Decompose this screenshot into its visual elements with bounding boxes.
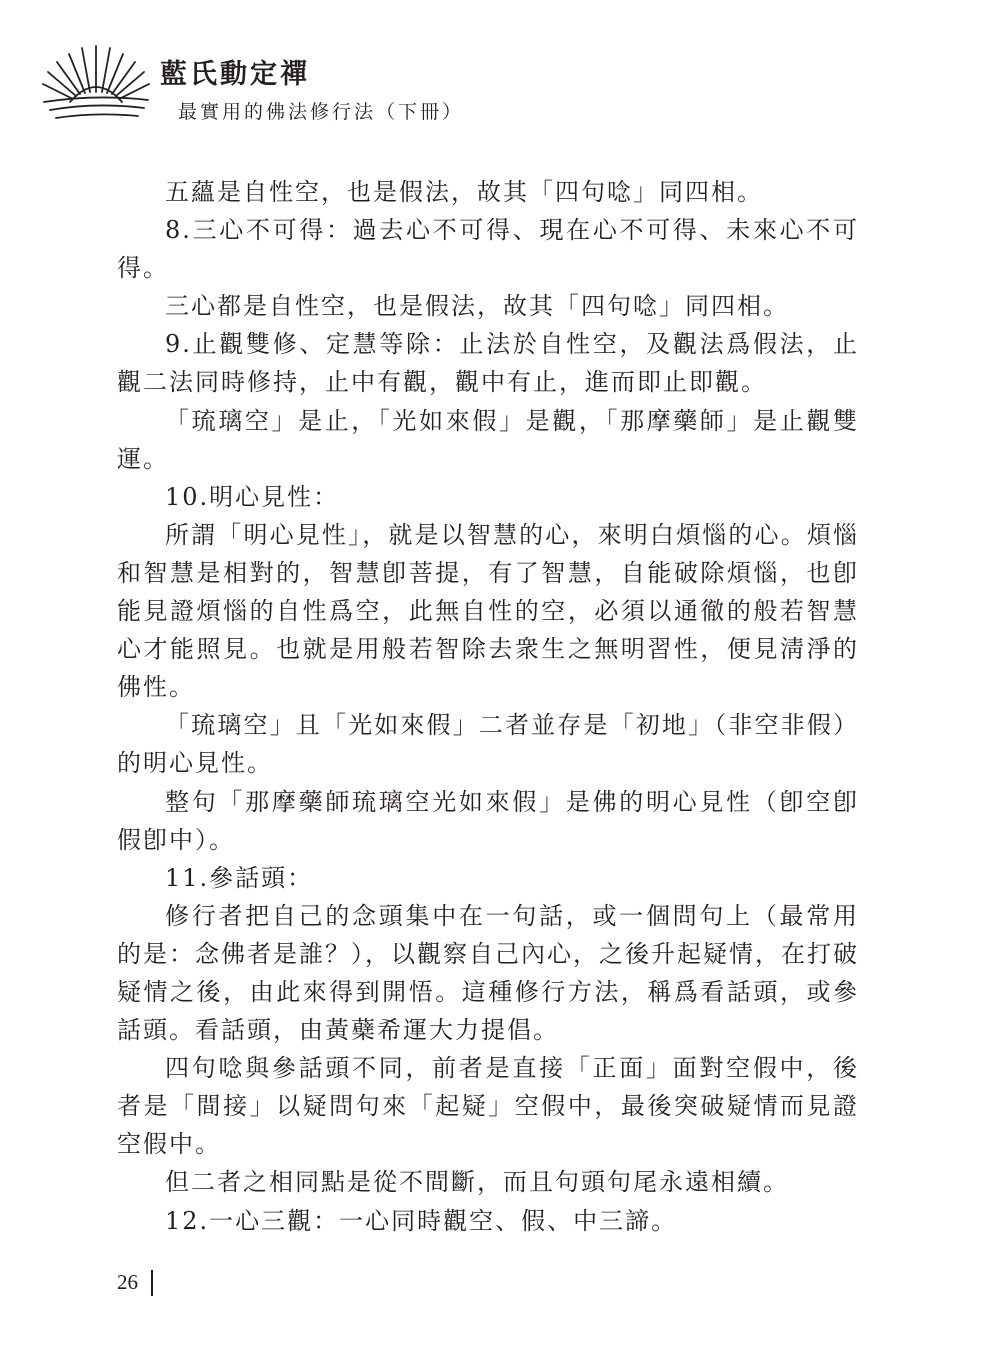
page-number-divider bbox=[151, 1270, 153, 1296]
section-heading: 10.明心見性： bbox=[165, 482, 340, 511]
rising-sun-icon bbox=[40, 42, 152, 126]
paragraph: 9.止觀雙修、定慧等除：止法於自性空，及觀法爲假法，止觀二法同時修持，止中有觀，觀中有止，進而即止即觀。 bbox=[117, 330, 859, 397]
paragraph: 五蘊是自性空，也是假法，故其「四句唸」同四相。 bbox=[165, 178, 763, 206]
paragraph: 但二者之相同點是從不間斷，而且句頭句尾永遠相續。 bbox=[165, 1168, 789, 1197]
section-heading: 11.參話頭： bbox=[165, 863, 314, 892]
paragraph: 修行者把自己的念頭集中在一句話，或一個問句上（最常用的是：念佛者是誰？），以觀察自己內心，之後升起疑情，在打破疑情之後，由此來得到開悟。這種修行方法，稱爲看話頭，或參話頭。看話頭，由黃蘗希運大力提倡。 bbox=[117, 901, 859, 1045]
paragraph: 「琉璃空」且「光如來假」二者並存是「初地」（非空非假）的明心見性。 bbox=[117, 711, 859, 778]
paragraph: 整句「那摩藥師琉璃空光如來假」是佛的明心見性（卽空卽假卽中）。 bbox=[117, 787, 859, 854]
paragraph: 「琉璃空」是止，「光如來假」是觀，「那摩藥師」是止觀雙運。 bbox=[117, 406, 859, 473]
paragraph: 四句唸與參話頭不同，前者是直接「正面」面對空假中，後者是「間接」以疑問句來「起疑」空假中，最後突破疑情而見證空假中。 bbox=[117, 1054, 859, 1159]
page-number: 26 bbox=[117, 1270, 138, 1294]
book-title: 藍氏動定禪 bbox=[160, 59, 310, 90]
body-text bbox=[117, 173, 859, 1240]
book-subtitle: 最實用的佛法修行法（下冊） bbox=[178, 101, 465, 123]
paragraph: 8.三心不可得：過去心不可得、現在心不可得、未來心不可得。 bbox=[117, 216, 859, 283]
paragraph: 三心都是自性空，也是假法，故其「四句唸」同四相。 bbox=[165, 292, 789, 321]
paragraph: 所謂「明心見性」，就是以智慧的心，來明白煩惱的心。煩惱和智慧是相對的，智慧卽菩提，有了智慧，自能破除煩惱，也卽能見證煩惱的自性爲空，此無自性的空，必須以通徹的般若智慧心才能照見。也就是用般若智除去衆生之無明習性，便見淸淨的佛性。 bbox=[117, 520, 859, 702]
paragraph: 12.一心三觀：一心同時觀空、假、中三諦。 bbox=[165, 1206, 678, 1235]
